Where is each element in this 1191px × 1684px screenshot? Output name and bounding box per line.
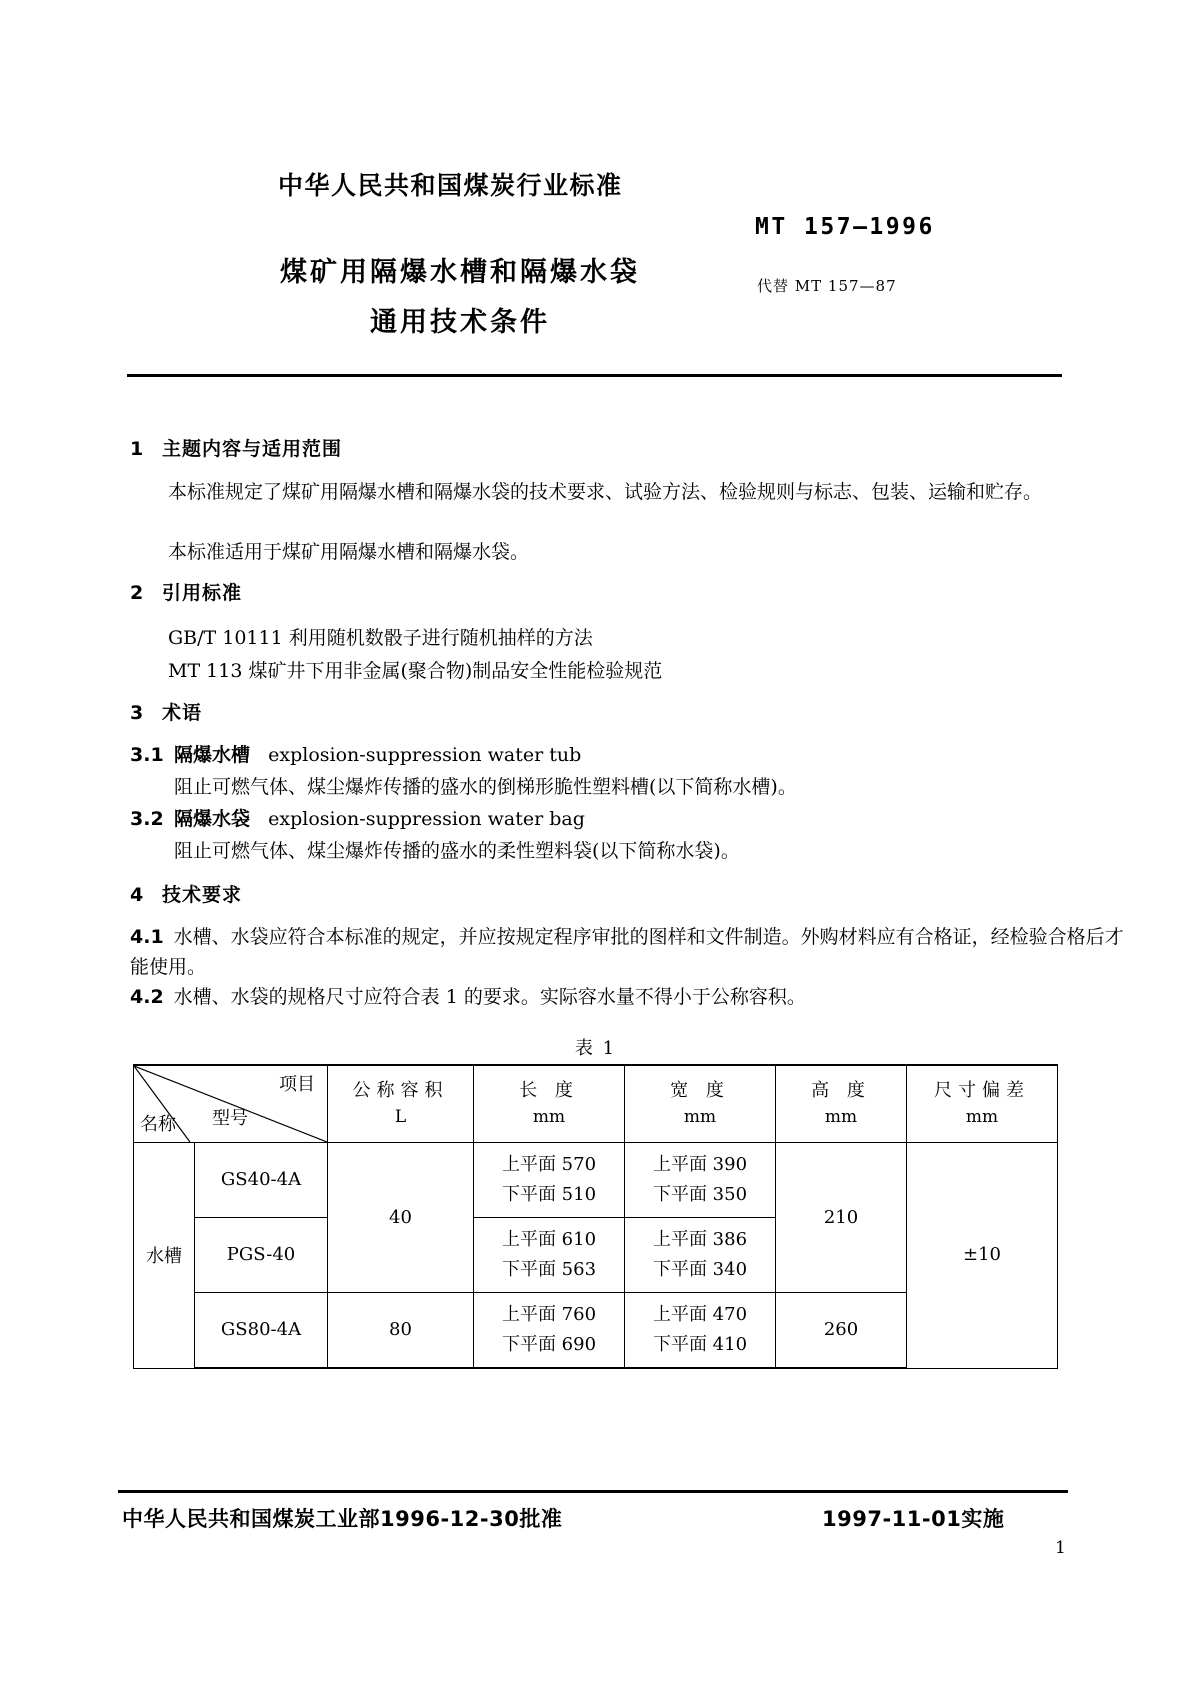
row-1-width-top: 上平面 390 bbox=[652, 1154, 748, 1175]
footer-effective-date: 1997-11-01实施 bbox=[822, 1507, 1005, 1531]
row-2-width bbox=[625, 1218, 776, 1293]
row-1-length-bottom: 下平面 510 bbox=[501, 1184, 597, 1205]
section-1-heading bbox=[130, 434, 342, 461]
header-length-unit: mm bbox=[532, 1107, 566, 1127]
standard-code: MT 157—1996 bbox=[755, 214, 935, 240]
page-title bbox=[240, 248, 680, 348]
section-1-paragraph-2: 本标准适用于煤矿用隔爆水槽和隔爆水袋。 bbox=[168, 541, 530, 563]
row-3-length-bottom: 下平面 690 bbox=[501, 1334, 597, 1355]
footer-divider bbox=[118, 1490, 1068, 1493]
row-1-tolerance: ±10 bbox=[907, 1143, 1058, 1369]
term-3-2-heading bbox=[130, 804, 585, 831]
term-3-1-english: explosion-suppression water tub bbox=[268, 744, 582, 766]
corner-name-label: 名称 bbox=[140, 1114, 176, 1135]
corner-diagonal-cell bbox=[134, 1066, 327, 1142]
clause-4-1 bbox=[130, 922, 1132, 982]
clause-4-1-number: 4.1 bbox=[130, 926, 164, 948]
header-tolerance bbox=[907, 1065, 1058, 1143]
footer-approval: 中华人民共和国煤炭工业部1996-12-30批准 bbox=[122, 1507, 563, 1531]
row-1-height: 210 bbox=[776, 1143, 907, 1293]
header-height-title: 高 度 bbox=[811, 1080, 871, 1101]
term-3-2-chinese: 隔爆水袋 bbox=[174, 808, 251, 830]
header-nominal-volume bbox=[328, 1065, 474, 1143]
row-3-width-bottom: 下平面 410 bbox=[652, 1334, 748, 1355]
clause-4-2 bbox=[130, 982, 1132, 1012]
clause-4-2-text: 水槽、水袋的规格尺寸应符合表 1 的要求。实际容水量不得小于公称容积。 bbox=[173, 986, 806, 1008]
table-row bbox=[134, 1143, 1058, 1218]
document-header bbox=[0, 0, 1191, 380]
header-height-unit: mm bbox=[824, 1107, 858, 1127]
row-group-name: 水槽 bbox=[134, 1143, 195, 1369]
row-1-length bbox=[474, 1143, 625, 1218]
table-header-row bbox=[134, 1065, 1058, 1143]
section-3-title: 术语 bbox=[162, 702, 203, 724]
corner-item-label: 项目 bbox=[279, 1074, 315, 1095]
row-2-model: PGS-40 bbox=[195, 1218, 328, 1293]
term-3-2-number: 3.2 bbox=[130, 808, 164, 830]
section-2-title: 引用标准 bbox=[162, 582, 243, 604]
term-3-1-chinese: 隔爆水槽 bbox=[174, 744, 251, 766]
row-1-width-bottom: 下平面 350 bbox=[652, 1184, 748, 1205]
header-width-unit: mm bbox=[683, 1107, 717, 1127]
table-caption: 表 1 bbox=[574, 1038, 617, 1059]
section-1-number: 1 bbox=[130, 438, 145, 460]
specification-table bbox=[133, 1064, 1058, 1369]
row-2-length-bottom: 下平面 563 bbox=[501, 1259, 597, 1280]
issuing-organization: 中华人民共和国煤炭行业标准 bbox=[278, 171, 623, 200]
section-4-heading bbox=[130, 880, 242, 907]
clause-4-1-text: 水槽、水袋应符合本标准的规定，并应按规定程序审批的图样和文件制造。外购材料应有合格证，经检验合格后才能使用。 bbox=[130, 926, 1124, 978]
row-1-width bbox=[625, 1143, 776, 1218]
title-line-1: 煤矿用隔爆水槽和隔爆水袋 bbox=[280, 257, 640, 288]
reference-gbt-10111: GB/T 10111 利用随机数骰子进行随机抽样的方法 bbox=[168, 627, 593, 649]
section-4-number: 4 bbox=[130, 884, 145, 906]
row-3-width-top: 上平面 470 bbox=[652, 1304, 748, 1325]
page-number: 1 bbox=[1055, 1538, 1066, 1558]
term-3-1-definition: 阻止可燃气体、煤尘爆炸传播的盛水的倒梯形脆性塑料槽(以下简称水槽)。 bbox=[174, 776, 797, 798]
table-corner-cell bbox=[134, 1065, 328, 1143]
title-line-2: 通用技术条件 bbox=[370, 307, 550, 338]
row-1-length-top: 上平面 570 bbox=[501, 1154, 597, 1175]
corner-model-label: 型号 bbox=[212, 1108, 248, 1129]
header-length bbox=[474, 1065, 625, 1143]
row-1-model: GS40-4A bbox=[195, 1143, 328, 1218]
row-3-length bbox=[474, 1293, 625, 1369]
term-3-2-definition: 阻止可燃气体、煤尘爆炸传播的盛水的柔性塑料袋(以下简称水袋)。 bbox=[174, 840, 740, 862]
section-2-number: 2 bbox=[130, 582, 145, 604]
header-width bbox=[625, 1065, 776, 1143]
term-3-1-heading bbox=[130, 740, 581, 767]
section-1-paragraph-1: 本标准规定了煤矿用隔爆水槽和隔爆水袋的技术要求、试验方法、检验规则与标志、包装、运输和贮存。 bbox=[168, 481, 1043, 503]
row-3-width bbox=[625, 1293, 776, 1369]
header-tolerance-title: 尺寸偏差 bbox=[934, 1080, 1030, 1101]
row-2-width-bottom: 下平面 340 bbox=[652, 1259, 748, 1280]
row-3-model: GS80-4A bbox=[195, 1293, 328, 1369]
row-2-length-top: 上平面 610 bbox=[501, 1229, 597, 1250]
row-2-width-top: 上平面 386 bbox=[652, 1229, 748, 1250]
header-divider bbox=[127, 374, 1062, 377]
header-tolerance-unit: mm bbox=[965, 1107, 999, 1127]
section-1-title: 主题内容与适用范围 bbox=[162, 438, 343, 460]
header-nominal-volume-unit: L bbox=[394, 1107, 407, 1127]
section-3-number: 3 bbox=[130, 702, 145, 724]
row-3-height: 260 bbox=[776, 1293, 907, 1369]
row-1-volume: 40 bbox=[328, 1143, 474, 1293]
header-length-title: 长 度 bbox=[519, 1080, 579, 1101]
header-nominal-volume-title: 公称容积 bbox=[352, 1080, 449, 1101]
header-height bbox=[776, 1065, 907, 1143]
section-2-heading bbox=[130, 578, 242, 605]
header-width-title: 宽 度 bbox=[670, 1080, 730, 1101]
replaces-standard: 代替 MT 157—87 bbox=[757, 277, 897, 295]
section-4-title: 技术要求 bbox=[162, 884, 243, 906]
term-3-1-number: 3.1 bbox=[130, 744, 164, 766]
reference-mt-113: MT 113 煤矿井下用非金属(聚合物)制品安全性能检验规范 bbox=[168, 660, 663, 682]
row-3-length-top: 上平面 760 bbox=[501, 1304, 597, 1325]
term-3-2-english: explosion-suppression water bag bbox=[268, 808, 585, 830]
section-3-heading bbox=[130, 698, 202, 725]
row-2-length bbox=[474, 1218, 625, 1293]
clause-4-2-number: 4.2 bbox=[130, 986, 164, 1008]
row-3-volume: 80 bbox=[328, 1293, 474, 1369]
